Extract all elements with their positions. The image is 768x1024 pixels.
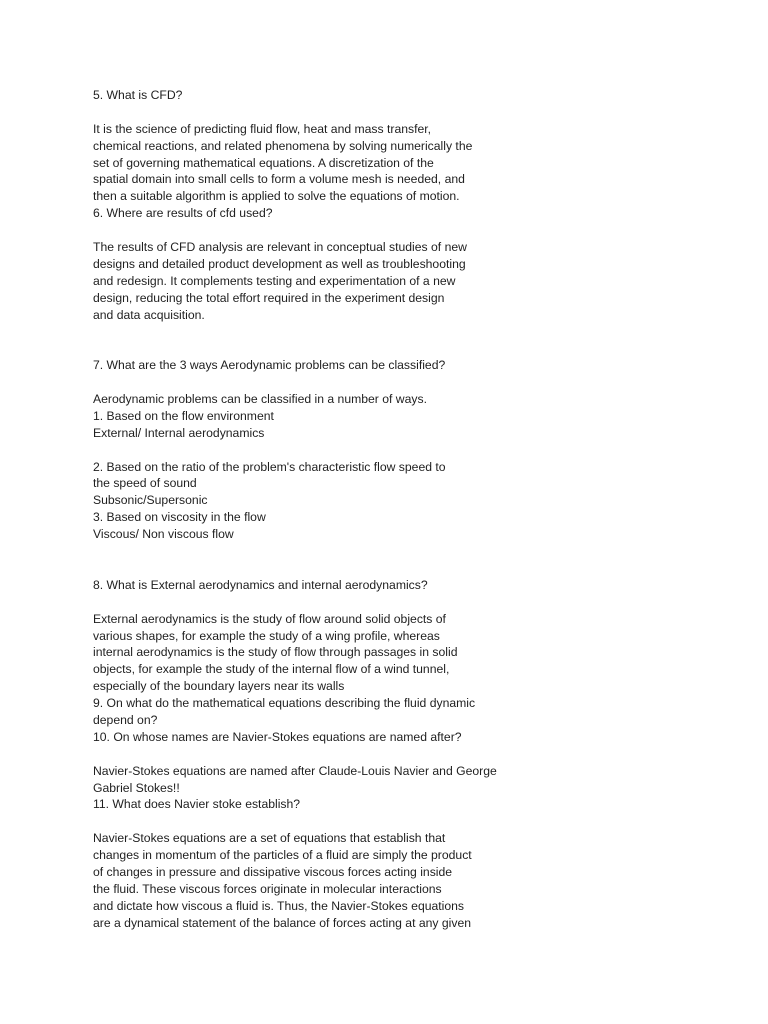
text-line: Navier-Stokes equations are a set of equations that establish that — [93, 831, 446, 846]
text-line: 1. Based on the flow environment — [93, 408, 274, 423]
text-line: Aerodynamic problems can be classified in a number of ways. — [93, 392, 427, 407]
text-line: 8. What is External aerodynamics and internal aerodynamics? — [93, 577, 428, 592]
text-line: various shapes, for example the study of a wing profile, whereas — [93, 628, 440, 643]
text-line: spatial domain into small cells to form a volume mesh is needed, and — [93, 172, 465, 187]
text-line: 6. Where are results of cfd used? — [93, 206, 273, 221]
text-line: of changes in pressure and dissipative viscous forces acting inside — [93, 864, 453, 879]
text-line: depend on? — [93, 712, 158, 727]
text-line: 5. What is CFD? — [93, 88, 183, 102]
blank-line — [93, 323, 753, 340]
blank-line — [93, 104, 753, 121]
text-line: 10. On whose names are Navier-Stokes equations are named after? — [93, 729, 462, 744]
text-line: set of governing mathematical equations. A discretization of the — [93, 155, 434, 170]
text-line: internal aerodynamics is the study of flow through passages in solid — [93, 645, 458, 660]
text-line: 9. On what do the mathematical equations describing the fluid dynamic — [93, 696, 476, 711]
blank-line — [93, 442, 753, 459]
text-line: design, reducing the total effort required in the experiment design — [93, 290, 445, 305]
text-line: especially of the boundary layers near its walls — [93, 679, 345, 694]
text-line: are a dynamical statement of the balance of forces acting at any given — [93, 915, 472, 930]
text-line: and redesign. It complements testing and experimentation of a new — [93, 273, 456, 288]
text-line: 3. Based on viscosity in the flow — [93, 510, 266, 525]
blank-line — [93, 746, 753, 763]
text-line: Gabriel Stokes!! — [93, 780, 180, 795]
text-line: the fluid. These viscous forces originate in molecular interactions — [93, 881, 442, 896]
blank-line — [93, 543, 753, 560]
document-body — [93, 87, 753, 932]
text-line: chemical reactions, and related phenomena by solving numerically the — [93, 138, 473, 153]
text-line: changes in momentum of the particles of a fluid are simply the product — [93, 848, 472, 863]
blank-line — [93, 560, 753, 577]
blank-line — [93, 594, 753, 611]
text-line: The results of CFD analysis are relevant in conceptual studies of new — [93, 240, 467, 255]
text-line: the speed of sound — [93, 476, 197, 491]
text-line: It is the science of predicting fluid flow, heat and mass transfer, — [93, 121, 432, 136]
blank-line — [93, 374, 753, 391]
text-line: then a suitable algorithm is applied to solve the equations of motion. — [93, 189, 460, 204]
text-line: Navier-Stokes equations are named after Claude-Louis Navier and George — [93, 763, 497, 778]
text-line: objects, for example the study of the internal flow of a wind tunnel, — [93, 662, 450, 677]
text-line: 11. What does Navier stoke establish? — [93, 797, 301, 812]
text-line: designs and detailed product development as well as troubleshooting — [93, 256, 466, 271]
text-line: External aerodynamics is the study of flow around solid objects of — [93, 611, 446, 626]
text-line: 2. Based on the ratio of the problem's characteristic flow speed to — [93, 459, 446, 474]
text-line: Subsonic/Supersonic — [93, 493, 208, 508]
text-line: External/ Internal aerodynamics — [93, 425, 265, 440]
blank-line — [93, 222, 753, 239]
blank-line — [93, 813, 753, 830]
text-line: 7. What are the 3 ways Aerodynamic problems can be classified? — [93, 358, 446, 373]
blank-line — [93, 340, 753, 357]
text-line: and dictate how viscous a fluid is. Thus, the Navier-Stokes equations — [93, 898, 465, 913]
text-line: Viscous/ Non viscous flow — [93, 527, 234, 542]
text-line: and data acquisition. — [93, 307, 205, 322]
